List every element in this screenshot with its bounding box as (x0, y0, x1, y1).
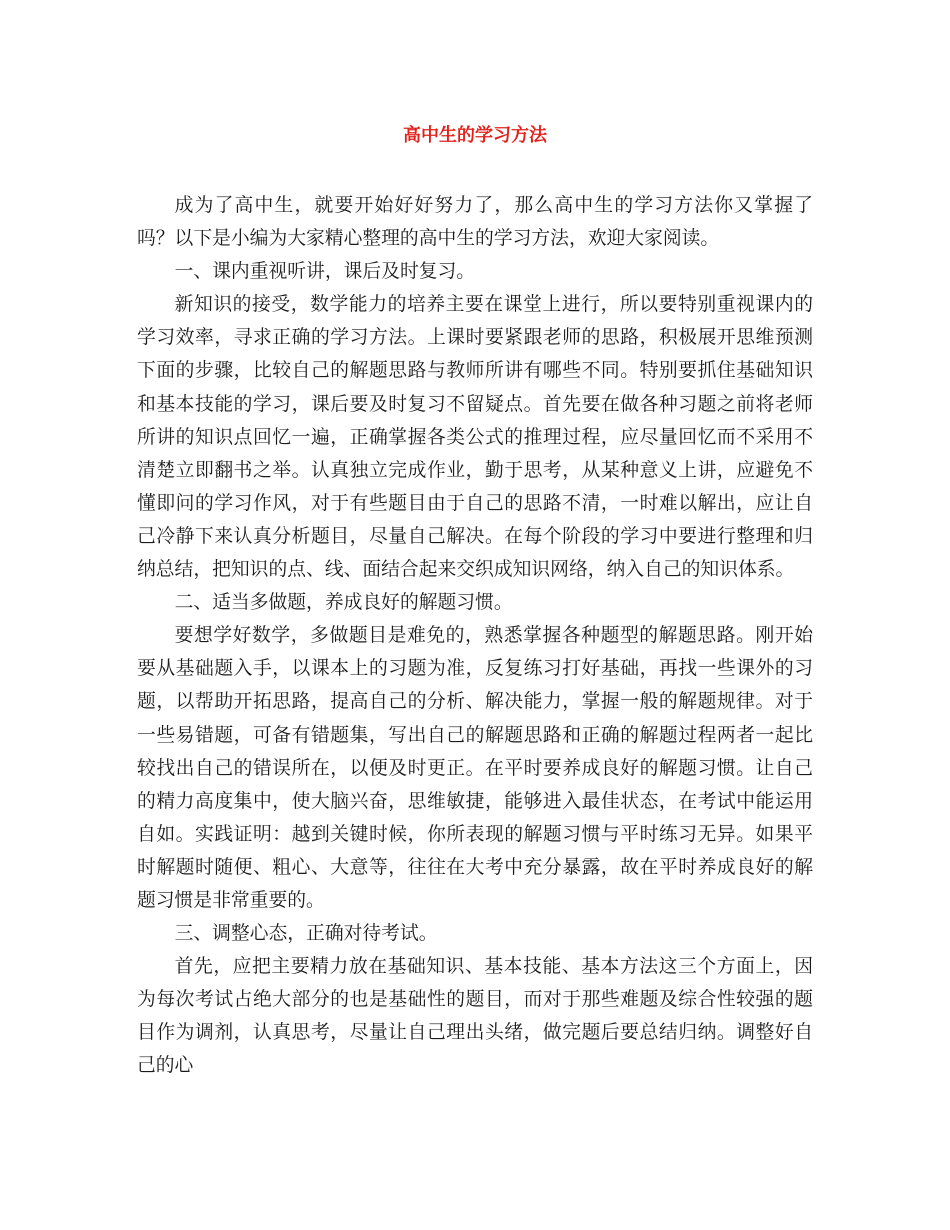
section-heading-2: 二、适当多做题，养成良好的解题习惯。 (174, 592, 513, 614)
section-heading-3: 三、调整心态，正确对待考试。 (174, 923, 438, 945)
section-paragraph-2: 要想学好数学，多做题目是难免的，熟悉掌握各种题型的解题思路。刚开始要从基础题入手，以课本上的习题为准，反复练习打好基础，再找一些课外的习题，以帮助开拓思路，提高自己的分析、解决能力，掌握一般的解题规律。对于一些易错题，可备有错题集，写出自己的解题思路和正确的解题过程两者一起比较找出自己的错误所在，以便及时更正。在平时要养成良好的解题习惯。让自己的精力高度集中，使大脑兴奋，思维敏捷，能够进入最佳状态，在考试中能运用自如。实践证明：越到关键时候，你所表现的解题习惯与平时练习无异。如果平时解题时随便、粗心、大意等，往往在大考中充分暴露，故在平时养成良好的解题习惯是非常重要的。 (137, 625, 813, 911)
document-body (137, 189, 813, 1083)
section-heading-1: 一、课内重视听讲，课后及时复习。 (174, 261, 476, 283)
intro-paragraph: 成为了高中生，就要开始好好努力了，那么高中生的学习方法你又掌握了吗？以下是小编为大家精心整理的高中生的学习方法，欢迎大家阅读。 (137, 195, 813, 250)
document-title: 高中生的学习方法 (403, 125, 547, 146)
section-paragraph-1: 新知识的接受，数学能力的培养主要在课堂上进行，所以要特别重视课内的学习效率，寻求正确的学习方法。上课时要紧跟老师的思路，积极展开思维预测下面的步骤，比较自己的解题思路与教师所讲有哪些不同。特别要抓住基础知识和基本技能的学习，课后要及时复习不留疑点。首先要在做各种习题之前将老师所讲的知识点回忆一遍，正确掌握各类公式的推理过程，应尽量回忆而不采用不清楚立即翻书之举。认真独立完成作业，勤于思考，从某种意义上讲，应避免不懂即问的学习作风，对于有些题目由于自己的思路不清，一时难以解出，应让自己冷静下来认真分析题目，尽量自己解决。在每个阶段的学习中要进行整理和归纳总结，把知识的点、线、面结合起来交织成知识网络，纳入自己的知识体系。 (137, 294, 813, 581)
section-paragraph-3: 首先，应把主要精力放在基础知识、基本技能、基本方法这三个方面上，因为每次考试占绝大部分的也是基础性的题目，而对于那些难题及综合性较强的题目作为调剂，认真思考，尽量让自己理出头绪，做完题后要总结归纳。调整好自己的心 (137, 956, 813, 1077)
